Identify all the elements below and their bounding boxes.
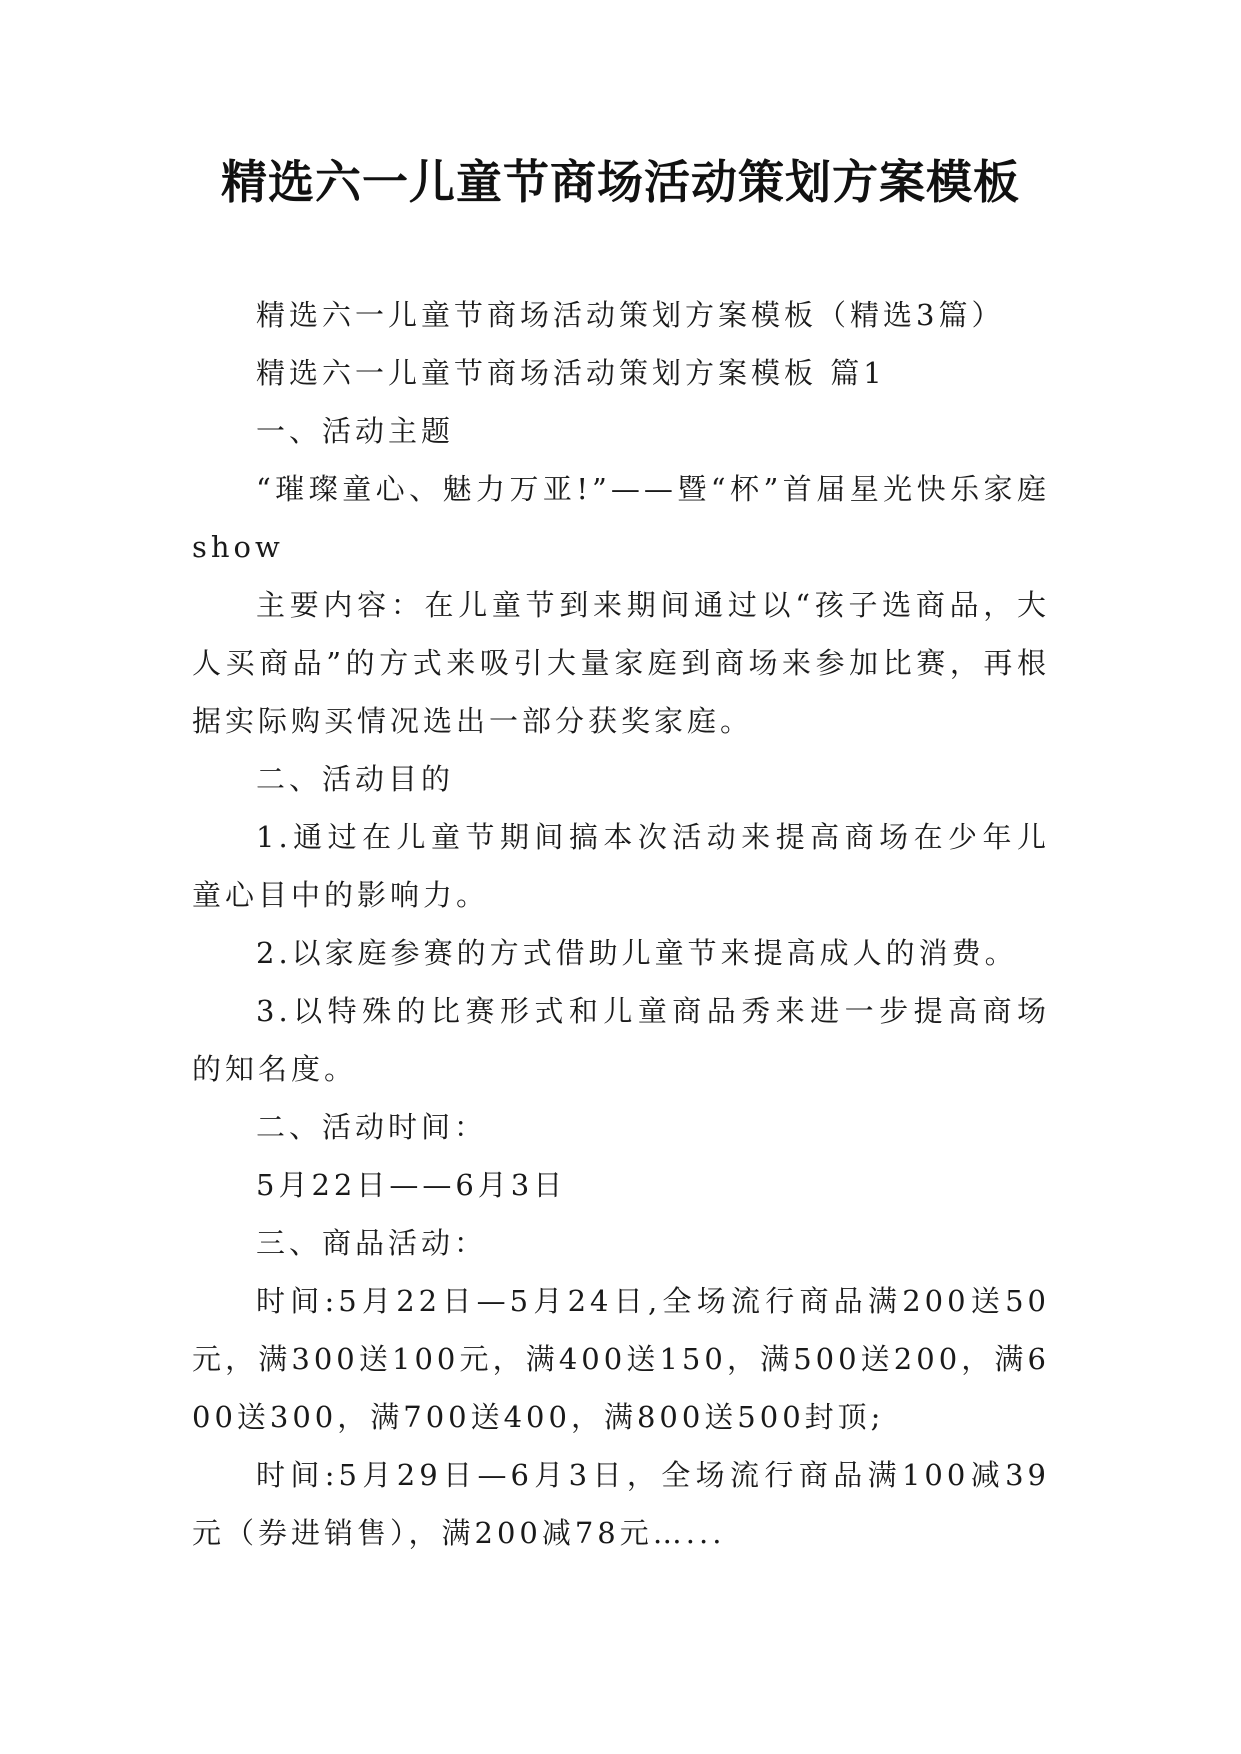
paragraph-purpose-1: 1.通过在儿童节期间搞本次活动来提高商场在少年儿童心目中的影响力。 <box>192 820 1050 912</box>
paragraph-promotion-2: 时间:5月29日—6月3日，全场流行商品满100减39元（券进销售），满200减78元…... <box>192 1458 1050 1550</box>
paragraph-promotion-1: 时间:5月22日—5月24日,全场流行商品满200送50元，满300送100元，满400送150，满500送200，满600送300，满700送400，满800送500封顶; <box>192 1284 1050 1434</box>
paragraph-article-heading: 精选六一儿童节商场活动策划方案模板 篇1 <box>256 356 886 390</box>
paragraph-time-range: 5月22日——6月3日 <box>256 1168 567 1202</box>
section-heading-theme: 一、活动主题 <box>256 414 455 448</box>
document-title: 精选六一儿童节商场活动策划方案模板 <box>221 155 1020 209</box>
document-body <box>192 286 1050 1562</box>
paragraph-purpose-3: 3.以特殊的比赛形式和儿童商品秀来进一步提高商场的知名度。 <box>192 994 1050 1086</box>
paragraph-purpose-2: 2.以家庭参赛的方式借助儿童节来提高成人的消费。 <box>256 936 1018 970</box>
section-heading-product-activity: 三、商品活动： <box>256 1226 488 1260</box>
section-heading-purpose: 二、活动目的 <box>256 762 455 796</box>
paragraph-theme-slogan: “璀璨童心、魅力万亚!”——暨“杯”首届星光快乐家庭show <box>192 472 1050 564</box>
paragraph-subtitle: 精选六一儿童节商场活动策划方案模板（精选3篇） <box>256 298 1005 332</box>
section-heading-time: 二、活动时间： <box>256 1110 488 1144</box>
paragraph-main-content: 主要内容：在儿童节到来期间通过以“孩子选商品，大人买商品”的方式来吸引大量家庭到商场来参加比赛，再根据实际购买情况选出一部分获奖家庭。 <box>192 588 1050 738</box>
